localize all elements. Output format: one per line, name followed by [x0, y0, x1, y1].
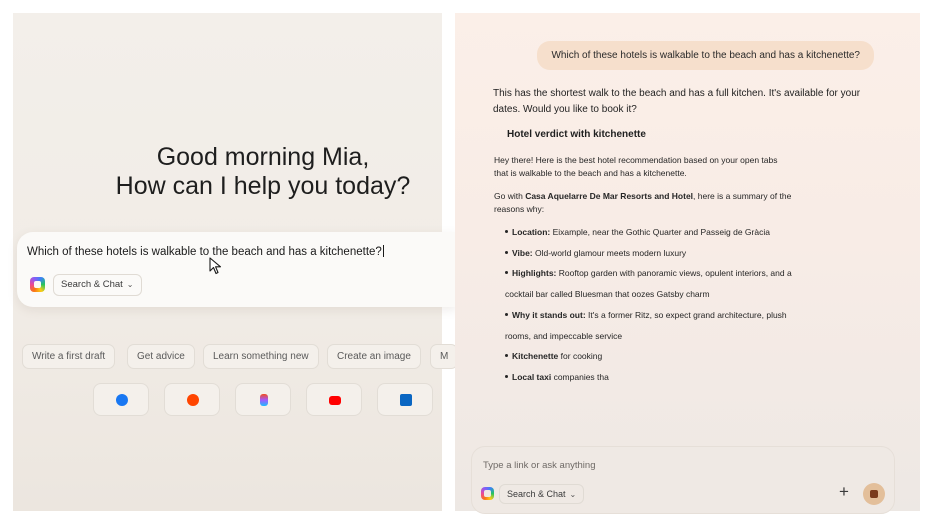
recommendation-line-2: reasons why:: [494, 204, 545, 214]
greeting-heading: [13, 143, 513, 201]
verdict-intro-line-1: Hey there! Here is the best hotel recommendation based on your open tabs: [494, 155, 778, 165]
recommendation-suffix: , here is a summary of the: [693, 191, 792, 201]
linkedin-icon: [400, 394, 412, 406]
copilot-chat-panel: [455, 13, 920, 511]
facebook-icon: [116, 394, 128, 406]
chevron-down-icon: ⌄: [569, 490, 577, 499]
assistant-reply-line-2: dates. Would you like to book it?: [493, 103, 637, 115]
verdict-intro: [494, 154, 824, 180]
chat-composer[interactable]: [17, 232, 457, 307]
bullet-why-it-stands-out: Why it stands out: It's a former Ritz, so expect grand architecture, plush: [505, 310, 787, 320]
text-caret: [383, 245, 384, 257]
add-attachment-button[interactable]: +: [839, 482, 849, 501]
greeting-line-1: Good morning Mia,: [156, 143, 370, 171]
hotel-name: Casa Aquelarre De Mar Resorts and Hotel: [525, 191, 694, 201]
user-message-bubble: Which of these hotels is walkable to the beach and has a kitchenette?: [537, 41, 874, 70]
chip-write-first-draft[interactable]: Write a first draft: [22, 344, 115, 369]
mouse-cursor-icon: [209, 257, 223, 275]
site-linkedin-button[interactable]: [377, 383, 433, 416]
mode-selector-label: Search & Chat: [61, 279, 123, 290]
assistant-reply-line-1: This has the shortest walk to the beach and has a full kitchen. It's available for your: [493, 88, 861, 99]
site-figma-button[interactable]: [235, 383, 291, 416]
chip-create-an-image[interactable]: Create an image: [327, 344, 421, 369]
verdict-recommendation: [494, 190, 824, 216]
chip-get-advice[interactable]: Get advice: [127, 344, 195, 369]
bullet-why-continued: rooms, and impeccable service: [505, 331, 623, 341]
chat-input[interactable]: [27, 245, 384, 258]
bullet-vibe: Vibe: Old-world glamour meets modern luxury: [505, 248, 686, 258]
mode-selector-label: Search & Chat: [507, 489, 566, 499]
bullet-kitchenette: Kitchenette for cooking: [505, 351, 602, 361]
chat-composer-bottom[interactable]: [471, 446, 895, 514]
recommendation-prefix: Go with: [494, 191, 526, 201]
chip-learn-something-new[interactable]: Learn something new: [203, 344, 319, 369]
new-tab-copilot-panel: [13, 13, 449, 511]
quick-site-links: [93, 383, 453, 416]
site-reddit-button[interactable]: [164, 383, 220, 416]
youtube-icon: [329, 396, 341, 405]
stop-generating-button[interactable]: [863, 483, 885, 505]
site-facebook-button[interactable]: [93, 383, 149, 416]
chevron-down-icon: ⌄: [126, 280, 134, 289]
copilot-logo-icon: [30, 277, 45, 292]
verdict-intro-line-2: that is walkable to the beach and has a kitchenette.: [494, 168, 687, 178]
bullet-local-taxi: Local taxi companies tha: [505, 372, 609, 382]
greeting-line-2: How can I help you today?: [115, 172, 411, 200]
mode-selector-button[interactable]: [53, 274, 142, 296]
bullet-location: Location: Eixample, near the Gothic Quarter and Passeig de Gràcia: [505, 227, 770, 237]
mode-selector-button[interactable]: [499, 484, 584, 504]
figma-icon: [260, 394, 268, 406]
bullet-highlights: Highlights: Rooftop garden with panoramic views, opulent interiors, and a: [505, 268, 792, 278]
site-youtube-button[interactable]: [306, 383, 362, 416]
assistant-reply: [493, 86, 878, 117]
verdict-heading: Hotel verdict with kitchenette: [507, 129, 646, 140]
reddit-icon: [187, 394, 199, 406]
suggestion-chips: [22, 344, 462, 370]
chat-input-placeholder[interactable]: Type a link or ask anything: [483, 460, 596, 471]
bullet-highlights-continued: cocktail bar called Bluesman that oozes Gatsby charm: [505, 289, 710, 299]
chat-input-text: Which of these hotels is walkable to the beach and has a kitchenette?: [27, 246, 382, 258]
copilot-logo-icon: [481, 487, 494, 500]
chip-more[interactable]: M: [430, 344, 458, 369]
